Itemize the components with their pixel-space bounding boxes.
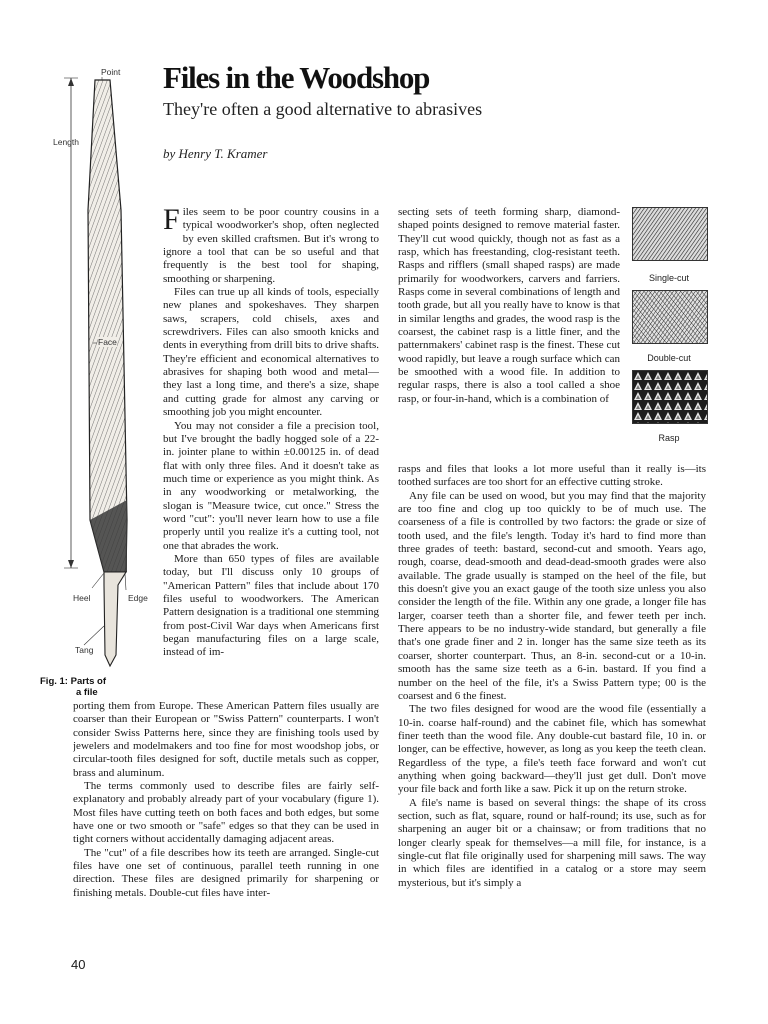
figure-caption-number: Fig. 1: Parts of bbox=[40, 676, 106, 687]
body-paragraph: rasps and files that looks a lot more useful than it really is—its toothed surfaces are too short for an effective cutting stroke. bbox=[398, 463, 706, 489]
rasp-swatch bbox=[632, 370, 708, 424]
figure-caption bbox=[40, 676, 146, 698]
label-heel: Heel bbox=[73, 593, 91, 603]
label-face: Face bbox=[98, 337, 117, 347]
article-title: Files in the Woodshop bbox=[163, 60, 430, 95]
body-paragraph: porting them from Europe. These American Pattern files usually are coarser than their European or "Swiss Pattern" counterparts. I won't consider Swiss Patterns here, since they are finishing tools used by jewelers and modelmakers and too fine for most woodshop jobs, or circular-tooth files designed for soft, ductile metals such as copper, brass and aluminum. bbox=[73, 700, 379, 779]
body-paragraph bbox=[163, 206, 379, 286]
body-column-left-top bbox=[163, 206, 379, 700]
body-paragraph: More than 650 types of files are available today, but I'll discuss only 10 groups of "American Pattern" files that include about 170 files useful to woodworkers. The American Pattern designation is a traditional one stemming from post-Civil War days when Americans first began manufacturing files on a large scale, instead of im- bbox=[163, 552, 379, 659]
article-subtitle: They're often a good alternative to abrasives bbox=[163, 99, 483, 119]
label-edge: Edge bbox=[128, 593, 148, 603]
label-tang: Tang bbox=[75, 645, 94, 655]
file-tang bbox=[104, 572, 126, 666]
body-paragraph: Files can true up all kinds of tools, especially new planes and spokeshaves. They sharpen saws, scrapers, cold chisels, axes and screwdrivers. Files can also smooth knicks and dents in everything from drill bits to drive shafts. They're efficient and economical alternatives to abrasives for shaping both wood and metal—they last a long time, and there's a size, shape and cutting grade for almost any carving or smoothing job you might encounter. bbox=[163, 286, 379, 419]
body-column-right-top bbox=[398, 206, 620, 463]
drop-cap: F bbox=[163, 206, 180, 236]
body-paragraph: A file's name is based on several things: the shape of its cross section, such as flat, square, round or half-round; its use, such as for sharpening an auger bit or a chainsaw; or from traditions that no longer clearly speak for themselves—a mill file, for instance, is a single-cut flat file originally used for sharpening mill saws. The way in which files are identified in a catalog or a store may seem mysterious, but it's simply a bbox=[398, 796, 706, 889]
body-column-left-bottom bbox=[73, 700, 379, 946]
rasp-label: Rasp bbox=[658, 433, 680, 443]
file-body bbox=[88, 80, 127, 572]
body-paragraph: The terms commonly used to describe files are fairly self-explanatory and probably already part of your vocabulary (figure 1). Most files have cutting teeth on both faces and both edges, but some have one or two smooth or "safe" edges so that they can be used in tight corners without accidentally damaging adjacent areas. bbox=[73, 780, 379, 846]
double-cut-swatch bbox=[632, 290, 708, 344]
body-paragraph: The two files designed for wood are the wood file (essentially a 10-in. coarse half-round) and the cabinet file, which has somewhat finer teeth than the wood file. Any double-cut bastard file, 10 in. or longer, can be effective, however, as long as you keep the teeth clean. Regardless of the type, a file's teeth face forward and won't cut anything when going backward—they'll just get dull. Don't move your file back and forth like a saw. Pick it up on the return stroke. bbox=[398, 703, 706, 796]
page-number: 40 bbox=[71, 957, 86, 972]
body-paragraph: The "cut" of a file describes how its teeth are arranged. Single-cut files have one set of continuous, parallel teeth running in one direction. These files are designed primarily for sharpening or finishing metals. Double-cut files have inter- bbox=[73, 846, 379, 899]
body-column-right-bottom bbox=[398, 463, 706, 943]
single-cut-label: Single-cut bbox=[648, 273, 690, 283]
body-paragraph: secting sets of teeth forming sharp, diamond-shaped points designed to remove material faster. They'll cut wood quickly, though not as fast as a rasp, which has freestanding, clog-resistant teeth. Rasps and rifflers (small shaped rasps) are made primarily for woodworkers, carvers and farriers. Rasps come in several combinations of length and tooth grade, but all you really have to know is that in similar lengths and grades, the wood rasp is the coarsest, the cabinet rasp is a little finer, and the patternmakers' cabinet rasp is the finest. These cut wood rapidly, but leave a rough surface which can be smoothed with a wood file. In addition to regular rasps, there is also a tool called a shoe rasp, or four-in-hand, which is a combination of bbox=[398, 206, 620, 405]
body-paragraph: You may not consider a file a precision tool, but I've brought the badly hogged sole of a 22-in. jointer plane to within ±0.00125 in. of dead flat with only three files. And it doesn't take as much time or experience as you might think. As in any woodworking or metalworking, the slogan is "Measure twice, cut once." Stress the word "cut": you'll never learn how to use a file properly until you realize it's a cutting tool, not one that abrades the work. bbox=[163, 419, 379, 552]
body-paragraph: Any file can be used on wood, but you may find that the majority are too fine and clog up too quickly to be of much use. The coarseness of a file is controlled by two factors: the grade or size of tooth used, and the file's length. Today it's hard to find more than three grades of teeth: bastard, second-cut and smooth. Years ago, rough, coarse, dead-smooth and dead-dead-smooth grades were also available. The grade usually is stamped on the heel of the file, but this doesn't give you an exact gauge of the tooth size unless you also consider the length of the file. Within any one grade, a longer file has larger, coarser teeth than a shorter file, and fewer teeth per inch. There appears to be no industry-wide standard, but generally a file that's one grade finer and 2 in. longer has the same size teeth as its coarser, shorter counterpart. Thus, an 8-in. second-cut or a 10-in. smooth has the same size teeth as a 6-in. bastard. If you find a number on the heel of the file, it's a Swiss Pattern type; 00 is the coarsest and 6 the finest. bbox=[398, 489, 706, 702]
label-point: Point bbox=[101, 67, 121, 77]
figure-caption-text: a file bbox=[76, 687, 98, 698]
single-cut-swatch bbox=[632, 207, 708, 261]
article-byline: by Henry T. Kramer bbox=[163, 146, 268, 161]
body-paragraph-text: iles seem to be poor country cousins in a typical woodworker's shop, often neglected by even skilled craftsmen. But it's wrong to ignore a tool that can be so useful and that frequently is the best tool for shaping, smoothing or sharpening. bbox=[163, 206, 379, 285]
label-length: Length bbox=[53, 137, 79, 147]
double-cut-label: Double-cut bbox=[647, 353, 691, 363]
